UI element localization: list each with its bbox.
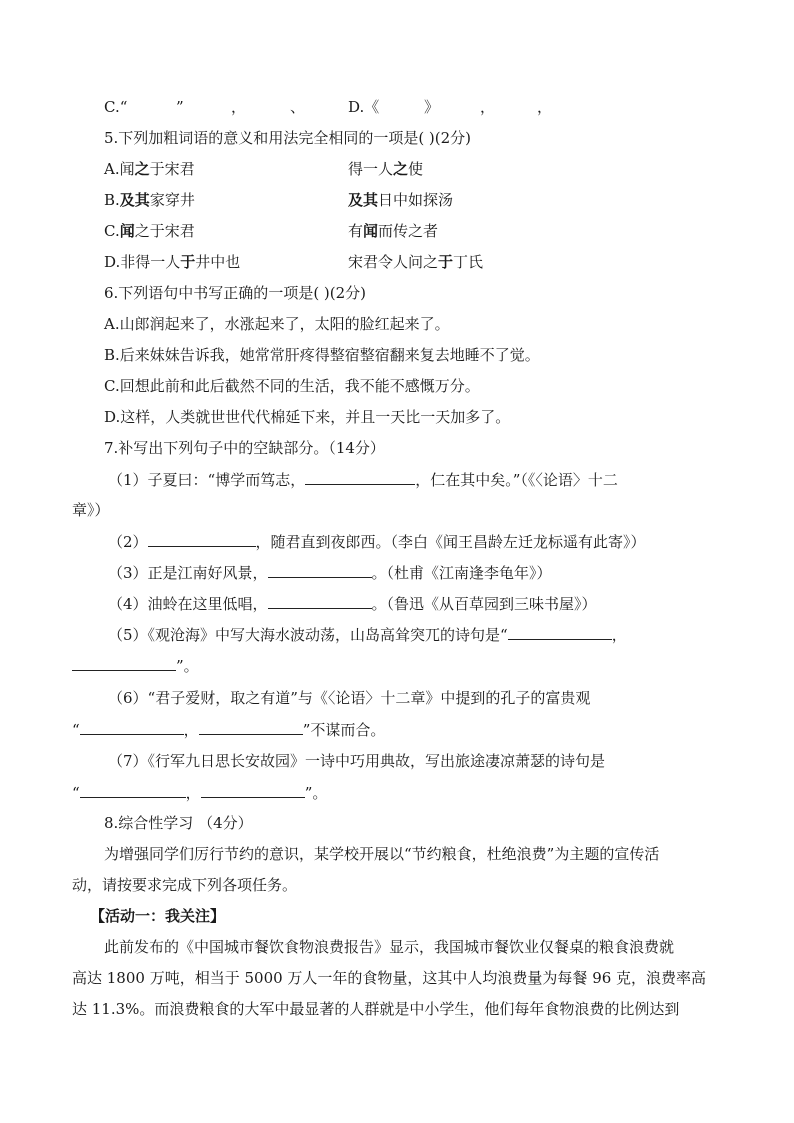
q5-option-d-right bbox=[348, 252, 483, 272]
quote-close: ” bbox=[176, 98, 184, 116]
text: （5）《观沧海》中写大海水波动荡，山岛高耸突兀的诗句是“ bbox=[108, 626, 508, 644]
bold-word: 于 bbox=[180, 253, 196, 271]
text: 得一人 bbox=[348, 160, 394, 178]
material-text: 高达 1800 万吨，相当于 5000 万人一年的食物量，这其中人均浪费量为每餐 96 克，浪费率高 bbox=[72, 969, 707, 987]
q7-item-3 bbox=[108, 562, 552, 583]
text: ，随君直到夜郎西。（李白《闻王昌龄左迁龙标遥有此寄》） bbox=[255, 533, 646, 551]
q5-stem: 5.下列加粗词语的意义和用法完全相同的一项是( )(2分) bbox=[104, 129, 472, 147]
text: （2） bbox=[108, 533, 148, 551]
bold-word: 及其 bbox=[348, 191, 379, 209]
q7-item-6: （6）“君子爱财，取之有道”与《〈论语〉十二章》中提到的孔子的富贵观 bbox=[108, 689, 591, 707]
text: C. bbox=[104, 222, 120, 240]
text: 有 bbox=[348, 222, 364, 240]
comma: ， bbox=[231, 98, 247, 116]
q5-option-a-left bbox=[104, 159, 195, 179]
q7-item-1-cont: 章》） bbox=[72, 501, 110, 519]
quote-open: C.“ bbox=[104, 98, 128, 116]
text: ，仁在其中矣。”（《〈论语〉十二 bbox=[415, 471, 618, 489]
q8-paragraph-cont: 动，请按要求完成下列各项任务。 bbox=[72, 876, 298, 894]
text: 井中也 bbox=[195, 253, 241, 271]
material-text: 达 11.3%。而浪费粮食的大军中最显著的人群就是中小学生，他们每年食物浪费的比例达到 bbox=[72, 1000, 680, 1018]
q7-item-5 bbox=[108, 624, 627, 645]
q6-option-a: A.山郎润起来了，水涨起来了，太阳的脸红起来了。 bbox=[104, 315, 450, 333]
book-close: 》 bbox=[424, 98, 440, 116]
bold-word: 之 bbox=[393, 160, 409, 178]
q6-option-c: C.回想此前和此后截然不同的生活，我不能不感慨万分。 bbox=[104, 377, 480, 395]
activity-one-heading: 【活动一：我关注】 bbox=[90, 907, 226, 925]
bold-word: 之 bbox=[134, 160, 150, 178]
comma: ， bbox=[537, 98, 553, 116]
q5-option-b-right bbox=[348, 190, 453, 210]
answer-blank[interactable] bbox=[305, 469, 415, 485]
text: 于宋君 bbox=[149, 160, 195, 178]
q7-item-5-cont bbox=[72, 655, 199, 676]
q5-option-a-right bbox=[348, 159, 423, 179]
q7-item-2 bbox=[108, 531, 646, 552]
answer-blank[interactable] bbox=[199, 719, 303, 735]
bold-word: 于 bbox=[438, 253, 454, 271]
text: ”不谋而合。 bbox=[302, 721, 386, 739]
answer-blank[interactable] bbox=[148, 531, 256, 547]
q8-stem: 8.综合性学习 （4分） bbox=[104, 814, 253, 832]
text: ”。 bbox=[304, 784, 328, 802]
text: 而传之者 bbox=[378, 222, 439, 240]
bold-word: 闻 bbox=[119, 222, 135, 240]
text: D.非得一人 bbox=[104, 253, 181, 271]
text: 家穿井 bbox=[149, 191, 195, 209]
text: 。（鲁迅《从百草园到三味书屋》） bbox=[371, 595, 597, 613]
text: 宋君令人问之 bbox=[348, 253, 439, 271]
text: B. bbox=[104, 191, 120, 209]
q7-item-7-cont bbox=[72, 782, 327, 803]
text: ， bbox=[183, 721, 199, 739]
q6-stem: 6.下列语句中书写正确的一项是( )(2分) bbox=[104, 284, 367, 302]
text: （3）正是江南好风景， bbox=[108, 564, 268, 582]
bold-word: 及其 bbox=[119, 191, 150, 209]
q4-option-c bbox=[104, 97, 127, 117]
answer-blank[interactable] bbox=[201, 782, 305, 798]
text: （1）子夏曰：“博学而笃志， bbox=[108, 471, 306, 489]
q7-item-1 bbox=[108, 469, 618, 490]
dunhao: 、 bbox=[290, 98, 306, 116]
q7-item-7: （7）《行军九日思长安故园》一诗中巧用典故，写出旅途凄凉萧瑟的诗句是 bbox=[108, 752, 606, 770]
answer-blank[interactable] bbox=[508, 624, 612, 640]
material-text: 此前发布的《中国城市餐饮食物浪费报告》显示，我国城市餐饮业仅餐桌的粮食浪费就 bbox=[104, 938, 675, 956]
answer-blank[interactable] bbox=[80, 782, 186, 798]
q5-option-b-left bbox=[104, 190, 195, 210]
q7-item-6-cont bbox=[72, 719, 385, 740]
text: 使 bbox=[408, 160, 424, 178]
q5-option-c-left bbox=[104, 221, 195, 241]
q8-paragraph: 为增强同学们厉行节约的意识，某学校开展以“节约粮食，杜绝浪费”为主题的宣传活 bbox=[104, 845, 660, 863]
q5-option-d-left bbox=[104, 252, 240, 272]
text: 日中如探汤 bbox=[378, 191, 454, 209]
q5-option-c-right bbox=[348, 221, 438, 241]
text: （4）油蛉在这里低唱， bbox=[108, 595, 268, 613]
text: 。（杜甫《江南逢李龟年》） bbox=[371, 564, 552, 582]
text: ”。 bbox=[176, 657, 199, 675]
answer-blank[interactable] bbox=[268, 593, 372, 609]
text: “ bbox=[72, 784, 80, 802]
text: A.闻 bbox=[104, 160, 135, 178]
answer-blank[interactable] bbox=[268, 562, 372, 578]
q7-item-4 bbox=[108, 593, 597, 614]
q7-stem: 7.补写出下列句子中的空缺部分。（14分） bbox=[104, 439, 385, 457]
text: ， bbox=[185, 784, 201, 802]
answer-blank[interactable] bbox=[72, 655, 176, 671]
bold-word: 闻 bbox=[363, 222, 379, 240]
text: 丁氏 bbox=[453, 253, 484, 271]
q6-option-d: D.这样，人类就世世代代棉延下来，并且一天比一天加多了。 bbox=[104, 408, 511, 426]
text: 之于宋君 bbox=[134, 222, 195, 240]
answer-blank[interactable] bbox=[80, 719, 184, 735]
q4-option-d: D.《 bbox=[348, 98, 380, 116]
text: ， bbox=[611, 626, 627, 644]
comma: ， bbox=[480, 98, 496, 116]
text: “ bbox=[72, 721, 80, 739]
q6-option-b: B.后来妹妹告诉我，她常常肝疼得整宿整宿翻来复去地睡不了觉。 bbox=[104, 346, 540, 364]
